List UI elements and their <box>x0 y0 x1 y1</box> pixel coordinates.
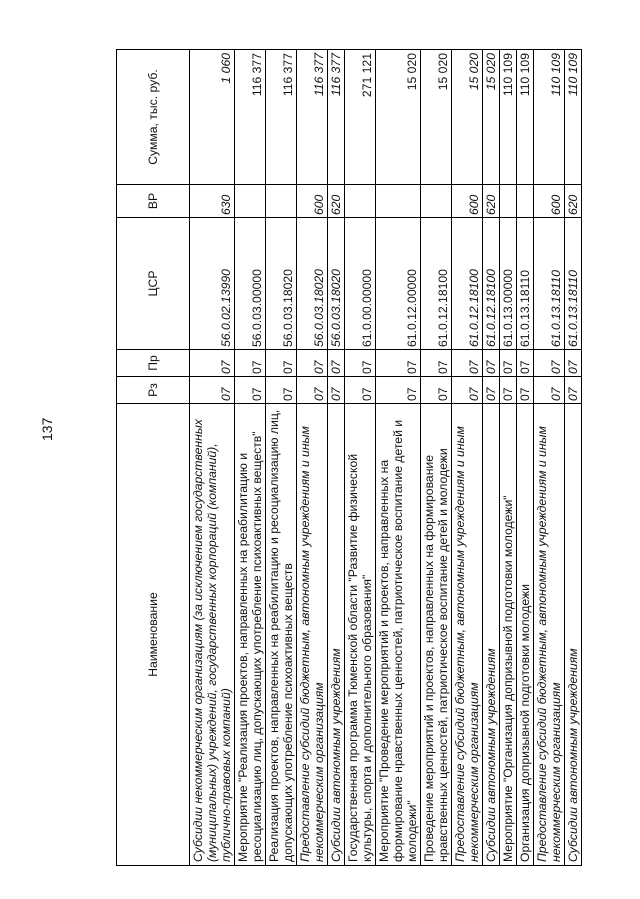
cell-csr: 61.0.13.18110 <box>534 218 565 350</box>
cell-name: Предоставление субсидий бюджетным, автономным учреждениям и иным некоммерческим организациям <box>534 404 565 866</box>
cell-sum: 271 121 <box>345 50 376 185</box>
cell-rz: 07 <box>376 377 421 404</box>
page-number: 137 <box>39 417 55 441</box>
cell-name: Предоставление субсидий бюджетным, автономным учреждениям и иным некоммерческим организациям <box>452 404 483 866</box>
cell-rz: 07 <box>190 377 235 404</box>
cell-sum: 116 377 <box>328 50 345 185</box>
cell-sum: 1 060 <box>190 50 235 185</box>
table-row <box>421 50 452 866</box>
cell-sum: 15 020 <box>421 50 452 185</box>
cell-vr <box>500 185 517 218</box>
cell-rz: 07 <box>452 377 483 404</box>
cell-csr: 61.0.12.18100 <box>452 218 483 350</box>
cell-csr: 56.0.03.18020 <box>328 218 345 350</box>
cell-pr: 07 <box>190 350 235 377</box>
table-row <box>266 50 297 866</box>
header-rz: Рз <box>117 377 190 404</box>
cell-csr: 61.0.13.18110 <box>517 218 534 350</box>
cell-name: Государственная программа Тюменской области "Развитие физической культуры, спорта и дополнительного образования" <box>345 404 376 866</box>
table-row <box>235 50 266 866</box>
cell-csr: 56.0.03.18020 <box>297 218 328 350</box>
cell-vr <box>376 185 421 218</box>
header-csr: ЦСР <box>117 218 190 350</box>
cell-rz: 07 <box>483 377 500 404</box>
cell-rz: 07 <box>500 377 517 404</box>
cell-sum: 110 109 <box>565 50 582 185</box>
cell-csr: 61.0.12.00000 <box>376 218 421 350</box>
header-sum: Сумма, тыс. руб. <box>117 50 190 185</box>
header-vr: ВР <box>117 185 190 218</box>
table-row <box>376 50 421 866</box>
cell-pr: 07 <box>517 350 534 377</box>
table-row <box>297 50 328 866</box>
cell-pr: 07 <box>500 350 517 377</box>
cell-vr: 620 <box>565 185 582 218</box>
cell-rz: 07 <box>266 377 297 404</box>
table-row <box>517 50 534 866</box>
rotated-budget-table-page <box>116 50 580 866</box>
cell-vr <box>345 185 376 218</box>
cell-name: Субсидии автономным учреждениям <box>483 404 500 866</box>
table-row <box>345 50 376 866</box>
cell-name: Мероприятие "Организация допризывной подготовки молодежи" <box>500 404 517 866</box>
cell-csr: 61.0.12.18100 <box>483 218 500 350</box>
table-header-row <box>117 50 190 866</box>
cell-pr: 07 <box>345 350 376 377</box>
cell-pr: 07 <box>565 350 582 377</box>
cell-vr <box>235 185 266 218</box>
cell-name: Организация допризывной подготовки молодежи <box>517 404 534 866</box>
cell-rz: 07 <box>565 377 582 404</box>
cell-vr <box>517 185 534 218</box>
cell-vr: 600 <box>452 185 483 218</box>
cell-csr: 61.0.12.18100 <box>421 218 452 350</box>
cell-name: Субсидии автономным учреждениям <box>565 404 582 866</box>
cell-vr: 630 <box>190 185 235 218</box>
cell-vr: 600 <box>534 185 565 218</box>
table-row <box>500 50 517 866</box>
table-row <box>483 50 500 866</box>
table-body <box>190 50 582 866</box>
table-row <box>190 50 235 866</box>
cell-name: Мероприятие "Реализация проектов, направленных на реабилитацию и ресоциализацию лиц, допускающих употребление психоактивных веществ" <box>235 404 266 866</box>
cell-sum: 116 377 <box>297 50 328 185</box>
cell-vr <box>421 185 452 218</box>
cell-rz: 07 <box>534 377 565 404</box>
cell-rz: 07 <box>328 377 345 404</box>
cell-sum: 110 109 <box>517 50 534 185</box>
budget-table <box>116 49 582 866</box>
cell-rz: 07 <box>297 377 328 404</box>
cell-pr: 07 <box>266 350 297 377</box>
cell-csr: 61.0.13.18110 <box>565 218 582 350</box>
cell-pr: 07 <box>328 350 345 377</box>
cell-csr: 56.0.02.13990 <box>190 218 235 350</box>
table-row <box>328 50 345 866</box>
cell-name: Субсидии автономным учреждениям <box>328 404 345 866</box>
cell-name: Субсидии некоммерческим организациям (за исключением государственных (муниципальных) учреждений, государственных корпораций (компаний), публично-правовых компаний) <box>190 404 235 866</box>
cell-sum: 15 020 <box>483 50 500 185</box>
cell-sum: 116 377 <box>266 50 297 185</box>
cell-csr: 56.0.03.00000 <box>235 218 266 350</box>
header-name: Наименование <box>117 404 190 866</box>
cell-sum: 110 109 <box>500 50 517 185</box>
cell-pr: 07 <box>376 350 421 377</box>
cell-pr: 07 <box>421 350 452 377</box>
table-row <box>565 50 582 866</box>
table-row <box>452 50 483 866</box>
cell-csr: 56.0.03.18020 <box>266 218 297 350</box>
cell-vr <box>266 185 297 218</box>
cell-rz: 07 <box>235 377 266 404</box>
cell-name: Предоставление субсидий бюджетным, автономным учреждениям и иным некоммерческим организациям <box>297 404 328 866</box>
cell-rz: 07 <box>517 377 534 404</box>
cell-rz: 07 <box>345 377 376 404</box>
cell-rz: 07 <box>421 377 452 404</box>
cell-sum: 15 020 <box>452 50 483 185</box>
table-row <box>534 50 565 866</box>
cell-name: Проведение мероприятий и проектов, направленных на формирование нравственных ценностей, патриотическое воспитание детей и молодежи <box>421 404 452 866</box>
cell-vr: 620 <box>483 185 500 218</box>
cell-csr: 61.0.00.00000 <box>345 218 376 350</box>
cell-pr: 07 <box>452 350 483 377</box>
cell-name: Мероприятие "Проведение мероприятий и проектов, направленных на формирование нравственных ценностей, патриотическое воспитание детей и молодежи" <box>376 404 421 866</box>
cell-csr: 61.0.13.00000 <box>500 218 517 350</box>
header-pr: Пр <box>117 350 190 377</box>
cell-sum: 15 020 <box>376 50 421 185</box>
cell-pr: 07 <box>534 350 565 377</box>
cell-sum: 116 377 <box>235 50 266 185</box>
cell-pr: 07 <box>297 350 328 377</box>
cell-pr: 07 <box>235 350 266 377</box>
cell-sum: 110 109 <box>534 50 565 185</box>
cell-name: Реализация проектов, направленных на реабилитацию и ресоциализацию лиц, допускающих употребление психоактивных веществ <box>266 404 297 866</box>
cell-vr: 620 <box>328 185 345 218</box>
cell-pr: 07 <box>483 350 500 377</box>
cell-vr: 600 <box>297 185 328 218</box>
